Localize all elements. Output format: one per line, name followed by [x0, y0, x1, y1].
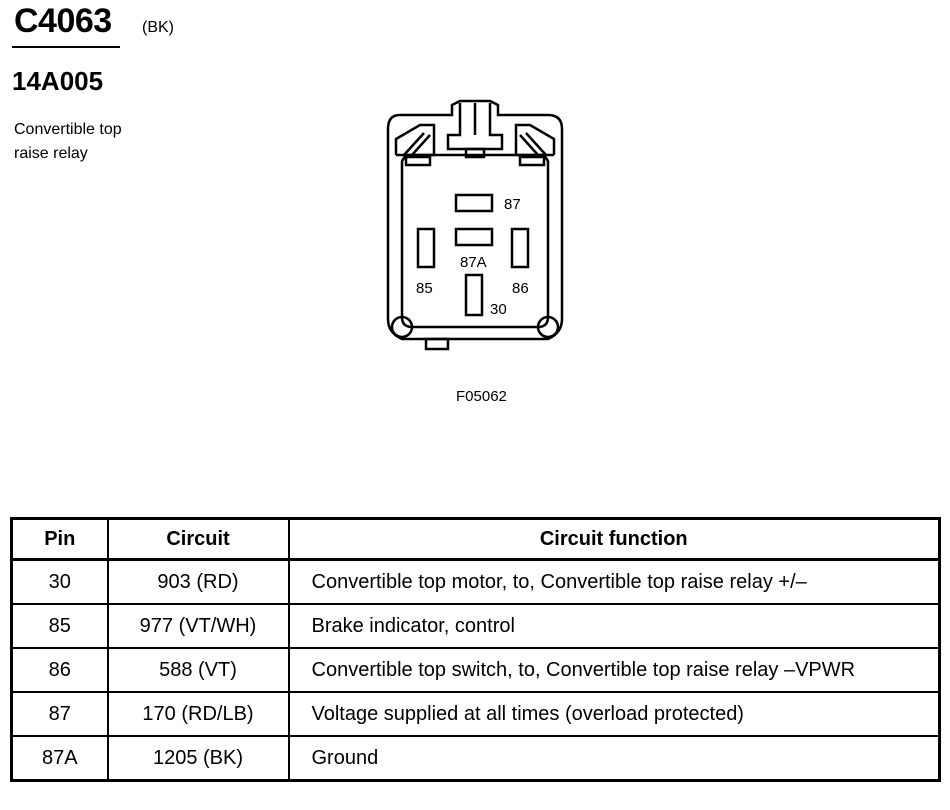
terminal-87 — [456, 195, 492, 211]
cell-pin: 86 — [12, 648, 108, 692]
header-pin: Pin — [12, 519, 108, 560]
terminal-85 — [418, 229, 434, 267]
pin-label-87a: 87A — [460, 254, 487, 271]
pin-label-30: 30 — [490, 301, 507, 318]
cell-function: Convertible top switch, to, Convertible top raise relay –VPWR — [289, 648, 940, 692]
cell-function: Ground — [289, 736, 940, 781]
pinout-table — [10, 517, 941, 782]
cell-circuit: 1205 (BK) — [108, 736, 289, 781]
terminal-30 — [466, 275, 482, 315]
cell-circuit: 170 (RD/LB) — [108, 692, 289, 736]
connector-color: (BK) — [142, 19, 174, 36]
connector-outer-shell — [388, 101, 562, 339]
terminal-86 — [512, 229, 528, 267]
connector-id-underline — [12, 46, 120, 48]
figure-id: F05062 — [456, 388, 507, 405]
table-row — [12, 560, 940, 605]
cell-function: Brake indicator, control — [289, 604, 940, 648]
cell-function: Convertible top motor, to, Convertible top raise relay +/– — [289, 560, 940, 605]
header-circuit-function: Circuit function — [289, 519, 940, 560]
cell-pin: 87A — [12, 736, 108, 781]
header-circuit: Circuit — [108, 519, 289, 560]
pin-label-86: 86 — [512, 280, 529, 297]
part-number: 14A005 — [12, 66, 104, 96]
table-header-row — [12, 519, 940, 560]
terminal-87a — [456, 229, 492, 245]
cell-pin: 87 — [12, 692, 108, 736]
pin-label-87: 87 — [504, 196, 521, 213]
description-line-1: Convertible top — [14, 121, 122, 138]
table-row — [12, 692, 940, 736]
table-row — [12, 604, 940, 648]
cell-circuit: 903 (RD) — [108, 560, 289, 605]
cell-circuit: 977 (VT/WH) — [108, 604, 289, 648]
cell-function: Voltage supplied at all times (overload protected) — [289, 692, 940, 736]
relay-connector-diagram — [380, 95, 570, 365]
cell-pin: 30 — [12, 560, 108, 605]
connector-description — [14, 118, 122, 166]
connector-id: C4063 — [14, 2, 112, 40]
table-row — [12, 736, 940, 781]
pin-label-85: 85 — [416, 280, 433, 297]
table-row — [12, 648, 940, 692]
cell-pin: 85 — [12, 604, 108, 648]
bottom-tab — [426, 339, 448, 349]
connector-face — [402, 155, 548, 327]
cell-circuit: 588 (VT) — [108, 648, 289, 692]
description-line-2: raise relay — [14, 145, 88, 162]
